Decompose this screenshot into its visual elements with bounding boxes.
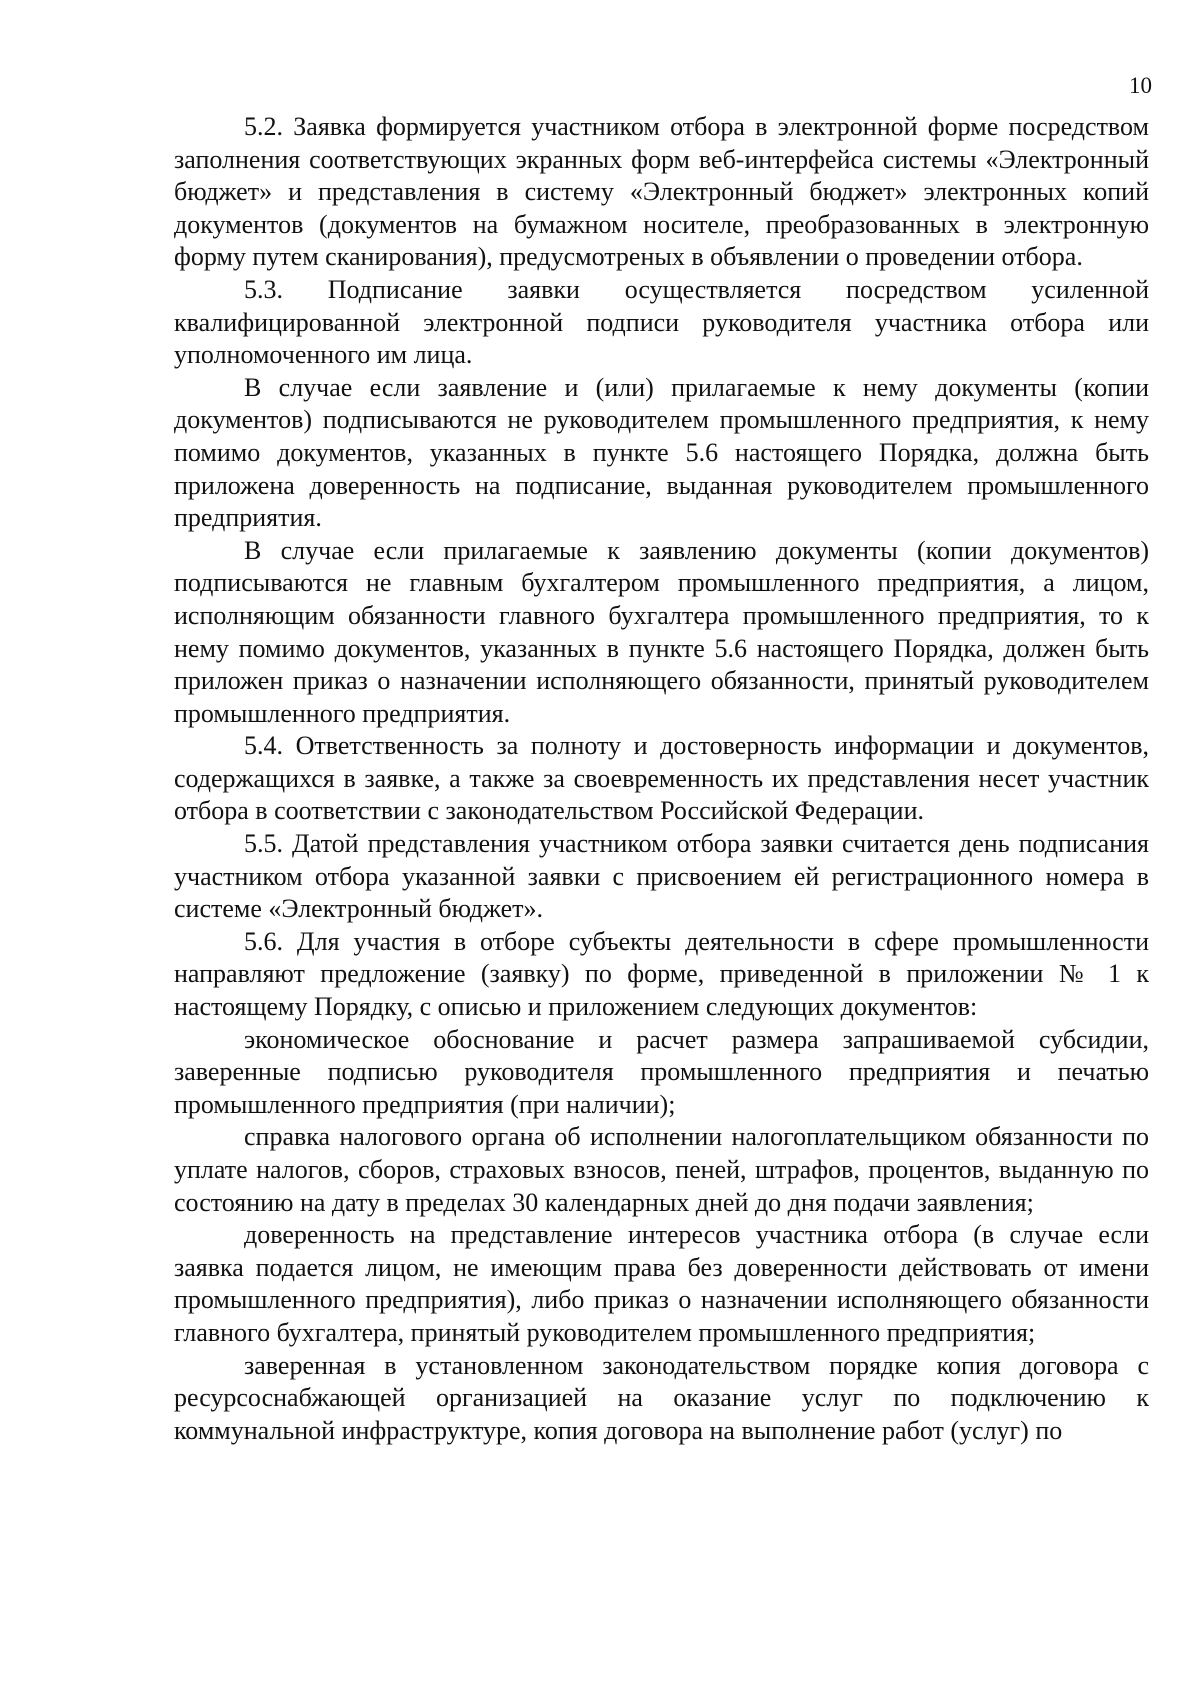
paragraph-5-2: 5.2. Заявка формируется участником отбора в электронной форме посредством заполнения соответствующих экранных форм веб-интерфейса системы «Электронный бюджет» и представления в систему «Электронный бюджет» электронных копий документов (документов на бумажном носителе, преобразованных в электронную форму путем сканирования), предусмотреных в объявлении о проведении отбора. [174,112,1149,272]
list-item-power-of-attorney: доверенность на представление интересов участника отбора (в случае если заявка подается лицом, не имеющим права без доверенности действовать от имени промышленного предприятия), либо приказ о назначении исполняющего обязанности главного бухгалтера, принятый руководителем промышленного предприятия; [174,1220,1149,1347]
list-item-economic-justification: экономическое обоснование и расчет размера запрашиваемой субсидии, заверенные подписью руководителя промышленного предприятия и печатью промышленного предприятия (при наличии); [174,1024,1149,1119]
paragraph-signature-power-of-attorney: В случае если заявление и (или) прилагаемые к нему документы (копии документов) подписываются не руководителем промышленного предприятия, к нему помимо документов, указанных в пункте 5.6 настоящего Порядка, должна быть приложена доверенность на подписание, выданная руководителем промышленного предприятия. [174,372,1149,533]
list-item-tax-certificate: справка налогового органа об исполнении налогоплательщиком обязанности по уплате налогов, сборов, страховых взносов, пеней, штрафов, процентов, выданную по состоянию на дату в пределах 30 календарных дней до дня подачи заявления; [174,1122,1149,1217]
paragraph-acting-chief-accountant: В случае если прилагаемые к заявлению документы (копии документов) подписываются не главным бухгалтером промышленного предприятия, а лицом, исполняющим обязанности главного бухгалтера промышленного предприятия, то к нему помимо документов, указанных в пункте 5.6 настоящего Порядка, должен быть приложен приказ о назначении исполняющего обязанности, принятый руководителем промышленного предприятия. [174,535,1149,728]
list-item-utility-contract: заверенная в установленном законодательством порядке копия договора с ресурсоснабжающей организацией на оказание услуг по подключению к коммунальной инфраструктуре, копия договора на выполнение работ (услуг) по [174,1350,1149,1445]
paragraph-5-5: 5.5. Датой представления участником отбора заявки считается день подписания участником отбора указанной заявки с присвоением ей регистрационного номера в системе «Электронный бюджет». [174,829,1149,924]
document-body [174,111,1149,1447]
paragraph-5-3: 5.3. Подписание заявки осуществляется посредством усиленной квалифицированной электронной подписи руководителя участника отбора или уполномоченного им лица. [174,274,1149,370]
paragraph-5-6: 5.6. Для участия в отборе субъекты деятельности в сфере промышленности направляют предложение (заявку) по форме, приведенной в приложении № 1 к настоящему Порядку, с описью и приложением следующих документов: [174,926,1149,1022]
page-number: 10 [1129,73,1152,98]
paragraph-5-4: 5.4. Ответственность за полноту и достоверность информации и документов, содержащихся в заявке, а также за своевременность их представления несет участник отбора в соответствии с законодательством Российской Федерации. [174,731,1149,826]
